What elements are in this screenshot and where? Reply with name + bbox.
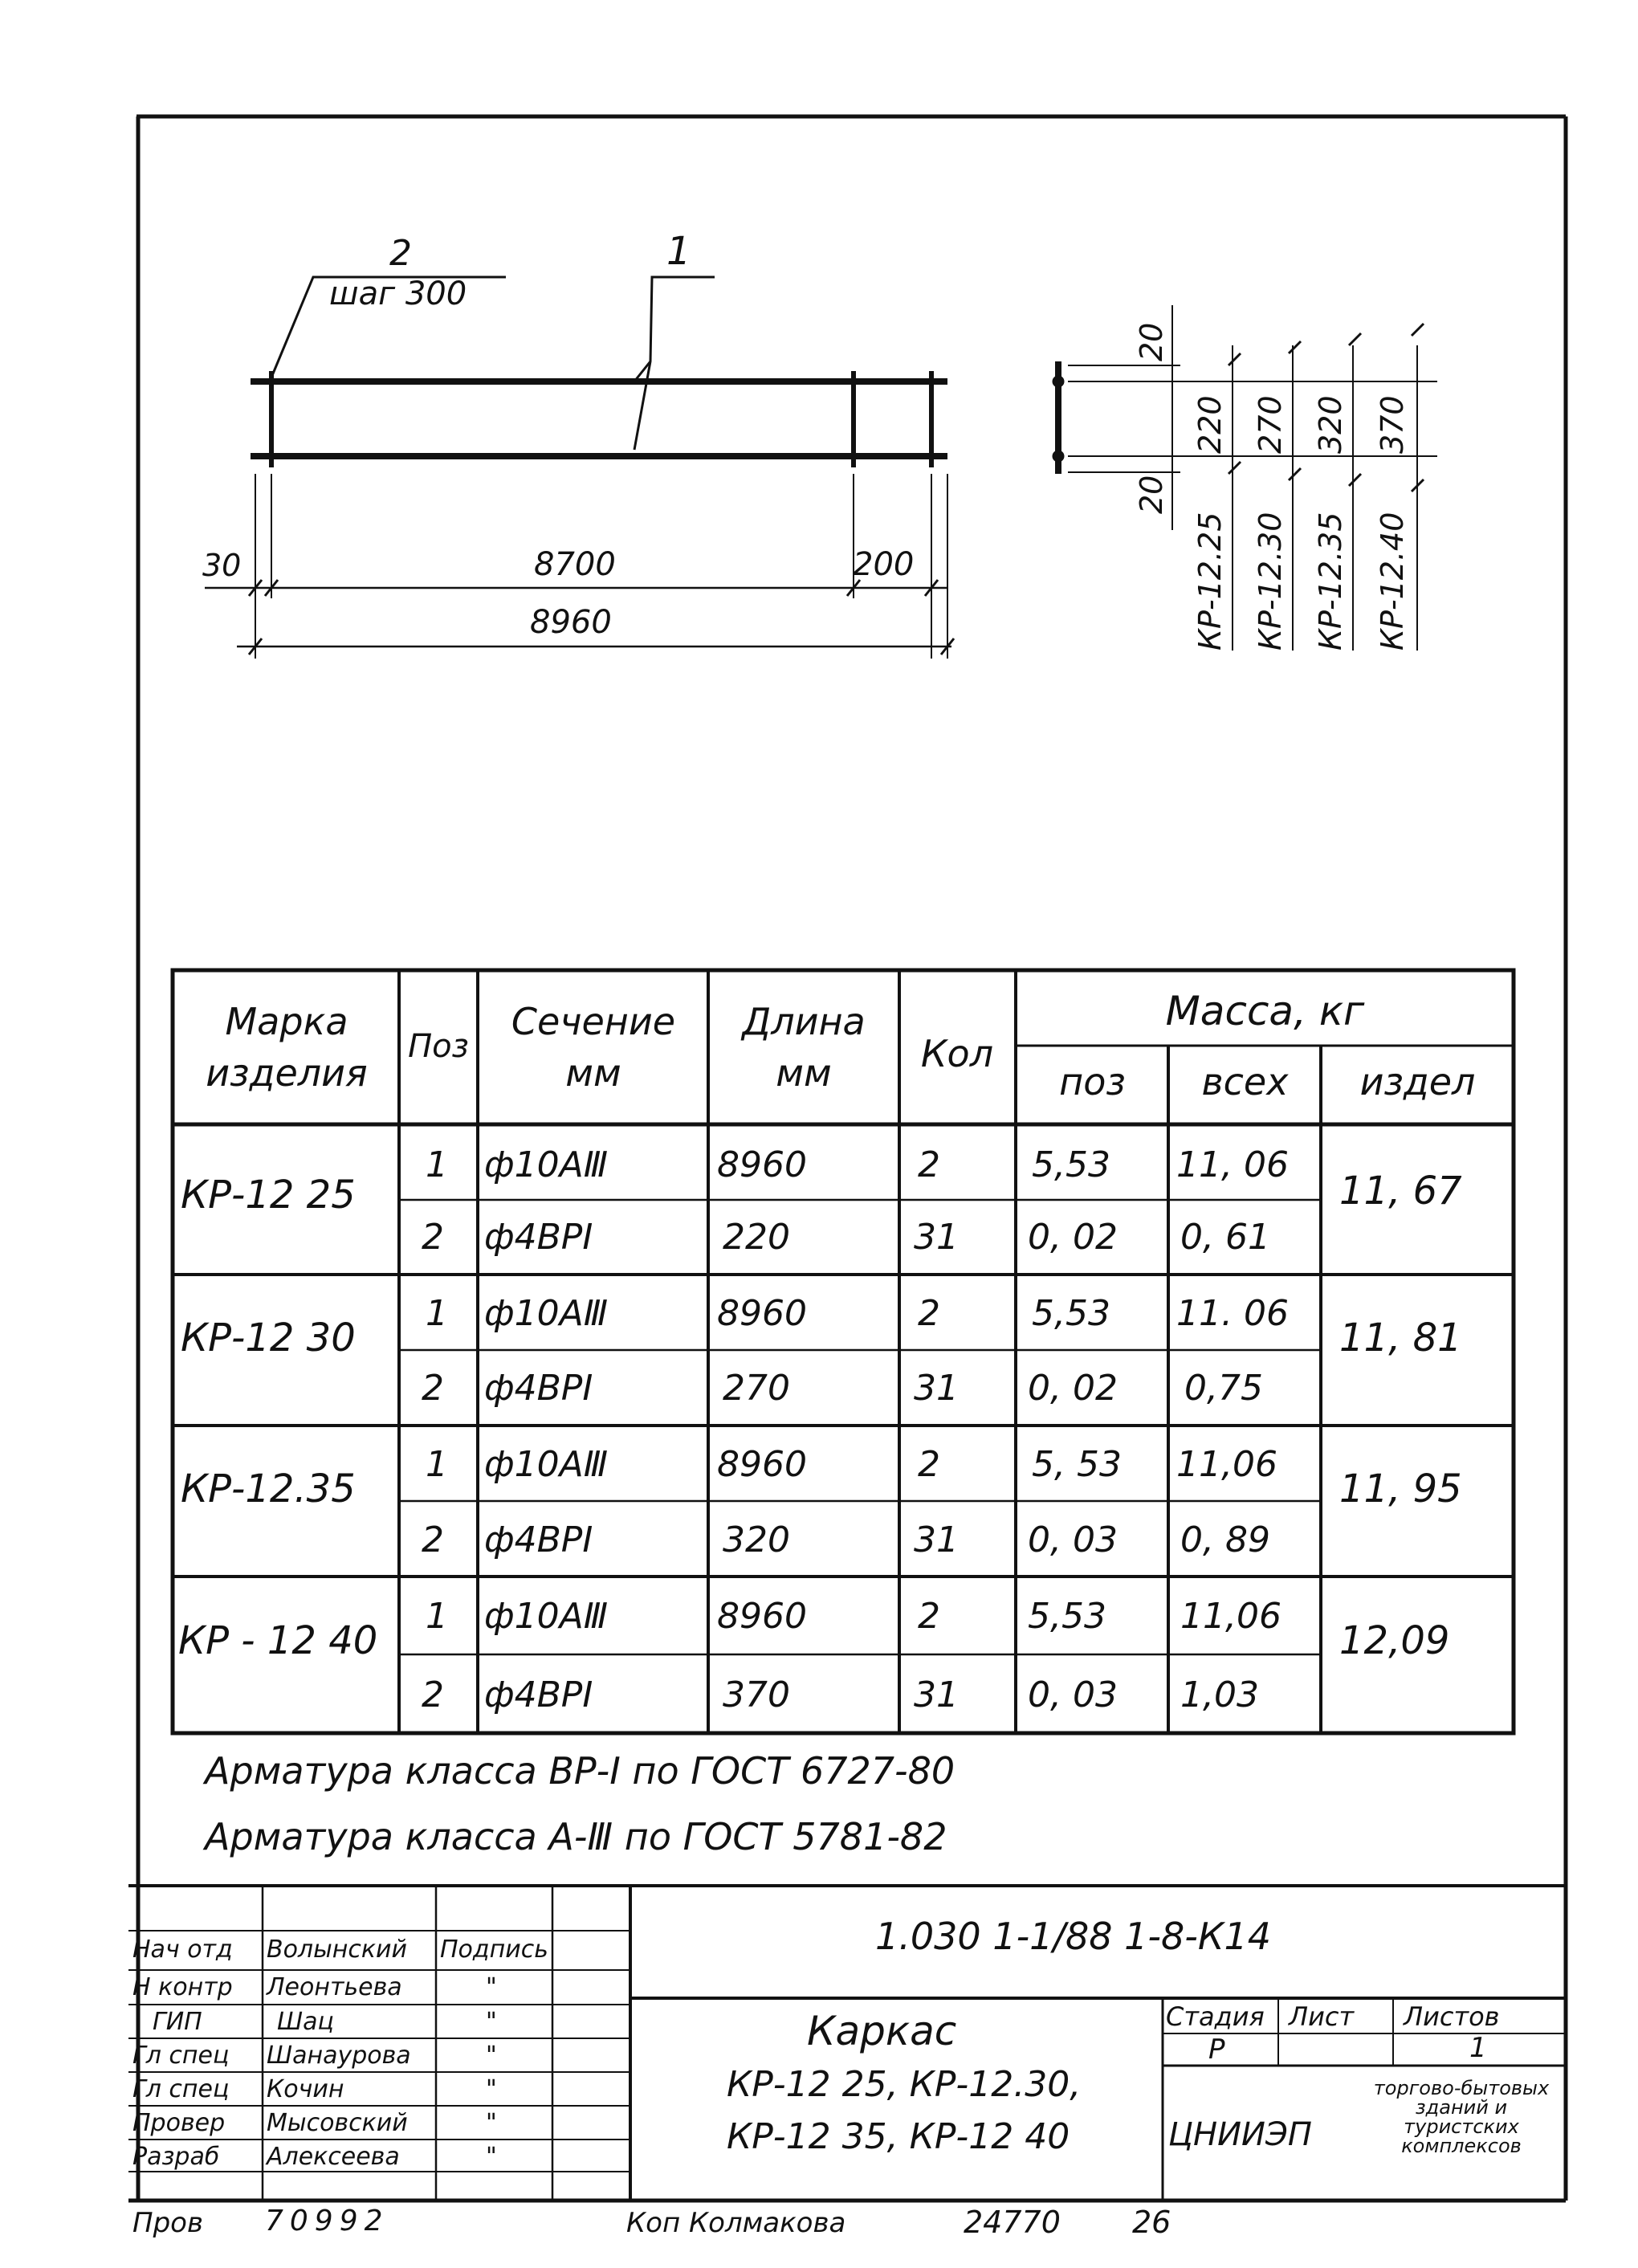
section-dim-370: 370: [1375, 395, 1410, 454]
signature-name: Шанаурова: [267, 2042, 411, 2070]
signature-name: Кочин: [267, 2075, 344, 2103]
row-qty: 31: [914, 1368, 959, 1409]
row-mass-pos: 0, 02: [1028, 1217, 1118, 1258]
row-qty: 2: [918, 1293, 940, 1334]
row-length: 8960: [717, 1293, 807, 1334]
signature-sign: ": [486, 2109, 497, 2137]
footer-page: 26: [1132, 2205, 1171, 2240]
signature-role: Гл спец: [132, 2042, 230, 2070]
section-dim-270: 270: [1253, 395, 1288, 454]
stage-value: Р: [1208, 2033, 1225, 2066]
section-mark-4: КР-12.40: [1375, 512, 1410, 651]
row-length: 320: [723, 1519, 790, 1560]
row-mass-pos: 5,53: [1032, 1293, 1110, 1334]
section-mark-2: КР-12.30: [1253, 512, 1288, 651]
footer-ref: 24770: [964, 2205, 1061, 2240]
header-section: Сечение мм: [511, 1000, 676, 1095]
organization-note: торгово-бытовых зданий и туристских комплексов: [1373, 2077, 1550, 2157]
row-section: ф4ВРI: [484, 1217, 593, 1258]
row-mass-all: 11,06: [1176, 1444, 1277, 1485]
row-length: 8960: [717, 1444, 807, 1485]
signature-sign: ": [486, 2143, 497, 2171]
row-mass-all: 11,06: [1180, 1596, 1281, 1637]
signature-role: Гл спец: [132, 2075, 230, 2103]
footer-copied: Коп Колмакова: [626, 2207, 846, 2239]
row-mass-pos: 5,53: [1032, 1144, 1110, 1185]
header-pos: Поз: [408, 1028, 469, 1065]
document-code: 1.030 1-1/88 1-8-К14: [875, 1915, 1272, 1958]
row-mass-all: 11, 06: [1176, 1144, 1289, 1185]
group-item-mass: 11, 95: [1339, 1466, 1462, 1511]
row-mass-pos: 0, 02: [1028, 1368, 1118, 1409]
dim-right: 200: [853, 546, 915, 583]
row-mass-pos: 5, 53: [1032, 1444, 1122, 1485]
header-qty: Кол: [920, 1032, 994, 1075]
signature-sign: ": [486, 2075, 497, 2103]
row-length: 8960: [717, 1596, 807, 1637]
section-dim-bottom: 20: [1134, 475, 1169, 514]
row-qty: 31: [914, 1217, 959, 1258]
signature-sign: Подпись: [440, 1936, 548, 1964]
note-2: Арматура класса А-Ⅲ по ГОСТ 5781-82: [205, 1815, 947, 1858]
row-pos: 2: [422, 1519, 444, 1560]
signature-name: Леонтьева: [267, 1973, 402, 2001]
row-length: 270: [723, 1368, 790, 1409]
signature-sign: ": [486, 2042, 497, 2070]
row-section: ф10АⅢ: [484, 1293, 609, 1334]
section-mark-3: КР-12.35: [1313, 512, 1348, 651]
row-pos: 1: [426, 1293, 448, 1334]
group-mark: КР - 12 40: [178, 1618, 378, 1663]
row-qty: 2: [918, 1596, 940, 1637]
signature-name: Волынский: [267, 1936, 408, 1964]
section-dim-220: 220: [1192, 395, 1228, 454]
row-section: ф4ВРI: [484, 1674, 593, 1715]
signature-role: Нач отд: [132, 1936, 233, 1964]
row-section: ф10АⅢ: [484, 1596, 609, 1637]
group-item-mass: 12,09: [1339, 1618, 1450, 1663]
dim-total: 8960: [530, 604, 612, 641]
dim-left: 30: [202, 548, 242, 583]
stage-label: Стадия: [1166, 2001, 1265, 2032]
header-mass: Масса, кг: [1165, 988, 1365, 1034]
position-2-label: 2: [389, 233, 412, 274]
header-mark: Марка изделия: [206, 1000, 368, 1095]
row-pos: 1: [426, 1444, 448, 1485]
sheets-label: Листов: [1404, 2001, 1500, 2032]
signature-sign: ": [486, 2008, 497, 2036]
signature-role: Разраб: [132, 2143, 220, 2171]
pitch-label: шаг 300: [329, 275, 467, 312]
row-pos: 1: [426, 1596, 448, 1637]
position-1-label: 1: [666, 229, 691, 274]
organization: ЦНИИЭП: [1168, 2116, 1312, 2153]
signature-name: Мысовский: [267, 2109, 408, 2137]
section-dim-top: 20: [1134, 322, 1169, 361]
signature-sign: ": [486, 1973, 497, 2001]
group-item-mass: 11, 81: [1339, 1316, 1462, 1360]
row-qty: 2: [918, 1444, 940, 1485]
row-mass-all: 1,03: [1180, 1674, 1259, 1715]
row-length: 8960: [717, 1144, 807, 1185]
sheets-value: 1: [1469, 2032, 1487, 2064]
row-qty: 2: [918, 1144, 940, 1185]
row-length: 370: [723, 1674, 790, 1715]
row-mass-all: 0,75: [1184, 1368, 1263, 1409]
row-qty: 31: [914, 1519, 959, 1560]
footer-number: 70992: [265, 2205, 389, 2237]
row-mass-all: 0, 61: [1180, 1217, 1270, 1258]
section-mark-1: КР-12.25: [1192, 512, 1228, 651]
signature-role: ГИП: [153, 2008, 202, 2036]
row-mass-pos: 5,53: [1028, 1596, 1106, 1637]
group-mark: КР-12.35: [181, 1466, 356, 1511]
row-length: 220: [723, 1217, 790, 1258]
title: Каркас: [807, 2008, 957, 2054]
row-mass-pos: 0, 03: [1028, 1674, 1118, 1715]
row-section: ф4ВРI: [484, 1519, 593, 1560]
signature-role: Н контр: [132, 1973, 233, 2001]
row-pos: 2: [422, 1368, 444, 1409]
header-mass-item: издел: [1359, 1060, 1476, 1103]
sheet-label: Лист: [1289, 2001, 1355, 2032]
subtitle-line-2: КР-12 35, КР-12 40: [727, 2116, 1070, 2157]
group-mark: КР-12 25: [181, 1173, 356, 1218]
header-mass-pos: поз: [1059, 1060, 1126, 1103]
row-section: ф10АⅢ: [484, 1444, 609, 1485]
footer-prov: Пров: [132, 2207, 203, 2239]
signature-role: Провер: [132, 2109, 226, 2137]
signature-name: Алексеева: [267, 2143, 400, 2171]
row-pos: 1: [426, 1144, 448, 1185]
row-qty: 31: [914, 1674, 959, 1715]
row-mass-all: 0, 89: [1180, 1519, 1270, 1560]
note-1: Арматура класса ВР-I по ГОСТ 6727-80: [205, 1749, 956, 1793]
row-mass-pos: 0, 03: [1028, 1519, 1118, 1560]
row-mass-all: 11. 06: [1176, 1293, 1289, 1334]
group-mark: КР-12 30: [181, 1316, 356, 1360]
row-pos: 2: [422, 1217, 444, 1258]
header-mass-all: всех: [1201, 1060, 1289, 1103]
header-length: Длина мм: [742, 1000, 866, 1095]
signature-name: Шац: [277, 2008, 334, 2036]
row-section: ф4ВРI: [484, 1368, 593, 1409]
row-pos: 2: [422, 1674, 444, 1715]
row-section: ф10АⅢ: [484, 1144, 609, 1185]
section-dim-320: 320: [1313, 395, 1348, 454]
dim-main: 8700: [534, 546, 616, 583]
subtitle-line-1: КР-12 25, КР-12.30,: [727, 2064, 1082, 2105]
group-item-mass: 11, 67: [1339, 1169, 1462, 1214]
